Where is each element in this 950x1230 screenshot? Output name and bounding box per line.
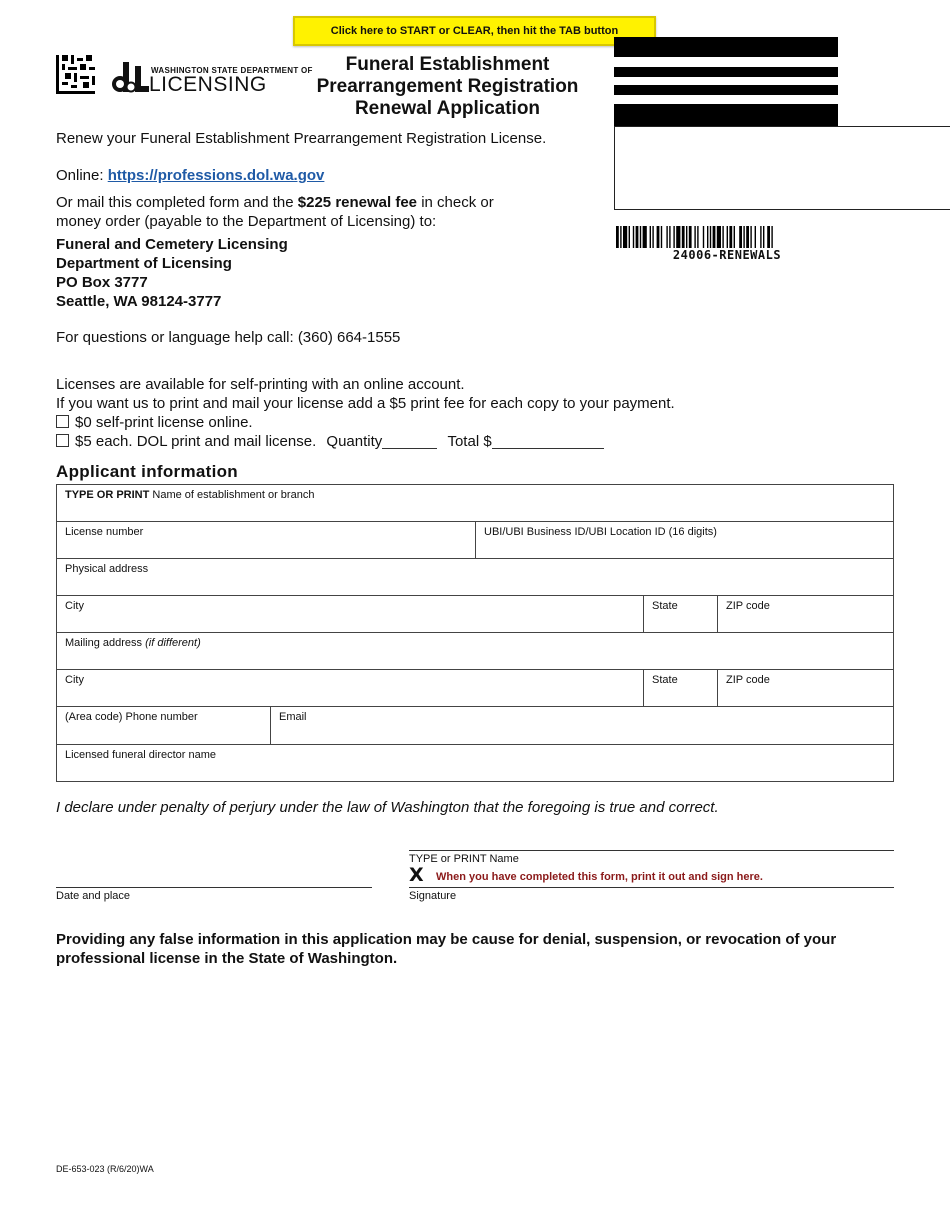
mailing-address-field[interactable] xyxy=(56,632,894,670)
print-info xyxy=(56,375,675,451)
barcode-bar xyxy=(676,226,680,248)
barcode-bar xyxy=(746,226,749,248)
mailing-address-label: Mailing address xyxy=(65,637,143,649)
barcode-bar xyxy=(689,226,692,248)
state-field[interactable] xyxy=(643,595,718,633)
mailing-note: (if different) xyxy=(145,637,201,649)
barcode-bar xyxy=(767,226,770,248)
email-field[interactable] xyxy=(270,706,894,745)
mailing-address-block xyxy=(56,235,288,311)
barcode-bar xyxy=(763,226,764,248)
barcode-bar xyxy=(652,226,653,248)
sign-note: When you have completed this form, print it out and sign here. xyxy=(436,871,763,883)
title-line-3: Renewal Application xyxy=(354,98,541,119)
physical-address-label: Physical address xyxy=(65,563,149,575)
title-line-1: Funeral Establishment xyxy=(345,54,550,75)
license-number-label: License number xyxy=(65,526,144,538)
print-info-line-2: If you want us to print and mail your license add a $5 print fee for each copy to your payment. xyxy=(56,395,675,412)
barcode-bar xyxy=(703,226,704,248)
office-use-bar xyxy=(614,67,838,77)
ubi-label: UBI/UBI Business ID/UBI Location ID (16 digits) xyxy=(484,526,717,538)
license-number-field[interactable] xyxy=(56,521,476,559)
barcode-bar xyxy=(643,226,647,248)
type-print-name-label: TYPE or PRINT Name xyxy=(409,853,519,865)
barcode-bar xyxy=(623,226,627,248)
logo-department-text: WASHINGTON STATE DEPARTMENT OF xyxy=(151,66,313,75)
barcode-text: 24006-RENEWALS xyxy=(672,248,782,262)
barcode-bar xyxy=(620,226,621,248)
mailing-state-field[interactable] xyxy=(643,669,718,707)
barcode-bar xyxy=(707,226,708,248)
online-link[interactable]: https://professions.dol.wa.gov xyxy=(107,167,325,184)
phone-label: (Area code) Phone number xyxy=(65,711,198,723)
establishment-name-field[interactable] xyxy=(56,484,894,522)
logo-licensing-text: LICENSING xyxy=(149,73,267,96)
total-label: Total $ xyxy=(447,433,492,450)
mailing-city-label: City xyxy=(65,674,84,686)
barcode-bar xyxy=(743,226,744,248)
phone-field[interactable] xyxy=(56,706,271,745)
renewal-fee: $225 renewal fee xyxy=(297,194,418,211)
barcode-bar xyxy=(673,226,674,248)
barcode-bar xyxy=(760,226,761,248)
barcode-bar xyxy=(717,226,721,248)
barcode-icon xyxy=(616,226,838,248)
mail-prefix: Or mail this completed form and the xyxy=(56,194,294,211)
barcode-bar xyxy=(734,226,735,248)
funeral-director-label: Licensed funeral director name xyxy=(65,749,217,761)
city-field[interactable] xyxy=(56,595,644,633)
office-use-bar xyxy=(614,85,838,95)
mail-print-label: $5 each. DOL print and mail license. xyxy=(75,433,317,450)
declaration-text: I declare under penalty of perjury under the law of Washington that the foregoing is true and correct. xyxy=(56,799,719,816)
barcode-bar xyxy=(727,226,728,248)
intro-text: Renew your Funeral Establishment Prearrangement Registration License. xyxy=(56,130,547,147)
form-number: DE-653-023 (R/6/20)WA xyxy=(56,1164,154,1174)
office-use-bar xyxy=(614,104,838,126)
address-line-4: Seattle, WA 98124-3777 xyxy=(56,293,222,310)
barcode-bar xyxy=(650,226,651,248)
online-line xyxy=(56,166,324,185)
name-line xyxy=(409,850,894,851)
mail-line-2: money order (payable to the Department of Licensing) to: xyxy=(56,213,437,230)
physical-address-field[interactable] xyxy=(56,558,894,596)
type-or-print-label: TYPE OR PRINT xyxy=(65,489,150,501)
barcode-bar xyxy=(755,226,756,248)
barcode-bar xyxy=(710,226,711,248)
barcode-bar xyxy=(686,226,687,248)
office-use-box xyxy=(614,126,950,210)
online-label: Online: xyxy=(56,167,104,184)
start-clear-button[interactable]: Click here to START or CLEAR, then hit the TAB button xyxy=(293,16,656,46)
total-input[interactable] xyxy=(492,435,604,449)
qr-code-icon xyxy=(56,55,95,94)
barcode-bar xyxy=(616,226,619,248)
mail-print-checkbox[interactable] xyxy=(56,434,69,447)
mailing-zip-label: ZIP code xyxy=(726,674,770,686)
funeral-director-field[interactable] xyxy=(56,744,894,782)
ubi-field[interactable] xyxy=(475,521,894,559)
barcode-bar xyxy=(771,226,772,248)
establishment-name-label: Name of establishment or branch xyxy=(152,489,315,501)
title-line-2: Prearrangement Registration xyxy=(316,76,579,97)
signature-line[interactable] xyxy=(409,887,894,888)
barcode-bar xyxy=(657,226,660,248)
quantity-label: Quantity xyxy=(326,433,383,450)
form-title xyxy=(290,54,605,120)
barcode-bar xyxy=(694,226,695,248)
print-info-line-1: Licenses are available for self-printing with an online account. xyxy=(56,376,465,393)
dol-logo-mark-icon xyxy=(111,60,151,94)
mail-suffix: in check or xyxy=(421,194,494,211)
barcode-bar xyxy=(636,226,639,248)
barcode-bar xyxy=(640,226,641,248)
address-line-3: PO Box 3777 xyxy=(56,274,148,291)
barcode-bar xyxy=(750,226,751,248)
self-print-option xyxy=(56,413,675,432)
address-line-1: Funeral and Cemetery Licensing xyxy=(56,236,288,253)
mail-print-option xyxy=(56,432,675,451)
barcode-bar xyxy=(633,226,634,248)
mail-instructions xyxy=(56,193,494,231)
barcode-bar xyxy=(669,226,670,248)
zip-label: ZIP code xyxy=(726,600,770,612)
barcode-bar xyxy=(739,226,742,248)
barcode-bar xyxy=(661,226,662,248)
barcode-bar xyxy=(697,226,698,248)
dol-logo xyxy=(111,60,313,96)
barcode-bar xyxy=(629,226,630,248)
quantity-input[interactable] xyxy=(382,435,437,449)
mailing-zip-field[interactable] xyxy=(717,669,894,707)
false-info-warning: Providing any false information in this application may be cause for denial, suspension, or revocation of your professional license in the State of Washington. xyxy=(56,931,837,967)
barcode-bar xyxy=(666,226,667,248)
mailing-city-field[interactable] xyxy=(56,669,644,707)
mailing-state-label: State xyxy=(652,674,678,686)
office-use-bar xyxy=(614,37,838,57)
barcode-bar xyxy=(722,226,723,248)
self-print-label: $0 self-print license online. xyxy=(75,414,253,431)
x-mark-icon: X xyxy=(409,864,424,886)
date-place-label: Date and place xyxy=(56,890,130,902)
self-print-checkbox[interactable] xyxy=(56,415,69,428)
city-label: City xyxy=(65,600,84,612)
state-label: State xyxy=(652,600,678,612)
barcode-bar xyxy=(713,226,716,248)
date-place-line[interactable] xyxy=(56,887,372,888)
signature-label: Signature xyxy=(409,890,457,902)
barcode-bar xyxy=(729,226,732,248)
section-title: Applicant information xyxy=(56,462,238,481)
zip-field[interactable] xyxy=(717,595,894,633)
email-label: Email xyxy=(279,711,307,723)
address-line-2: Department of Licensing xyxy=(56,255,232,272)
barcode-bar xyxy=(682,226,685,248)
help-text: For questions or language help call: (360) 664-1555 xyxy=(56,329,401,346)
